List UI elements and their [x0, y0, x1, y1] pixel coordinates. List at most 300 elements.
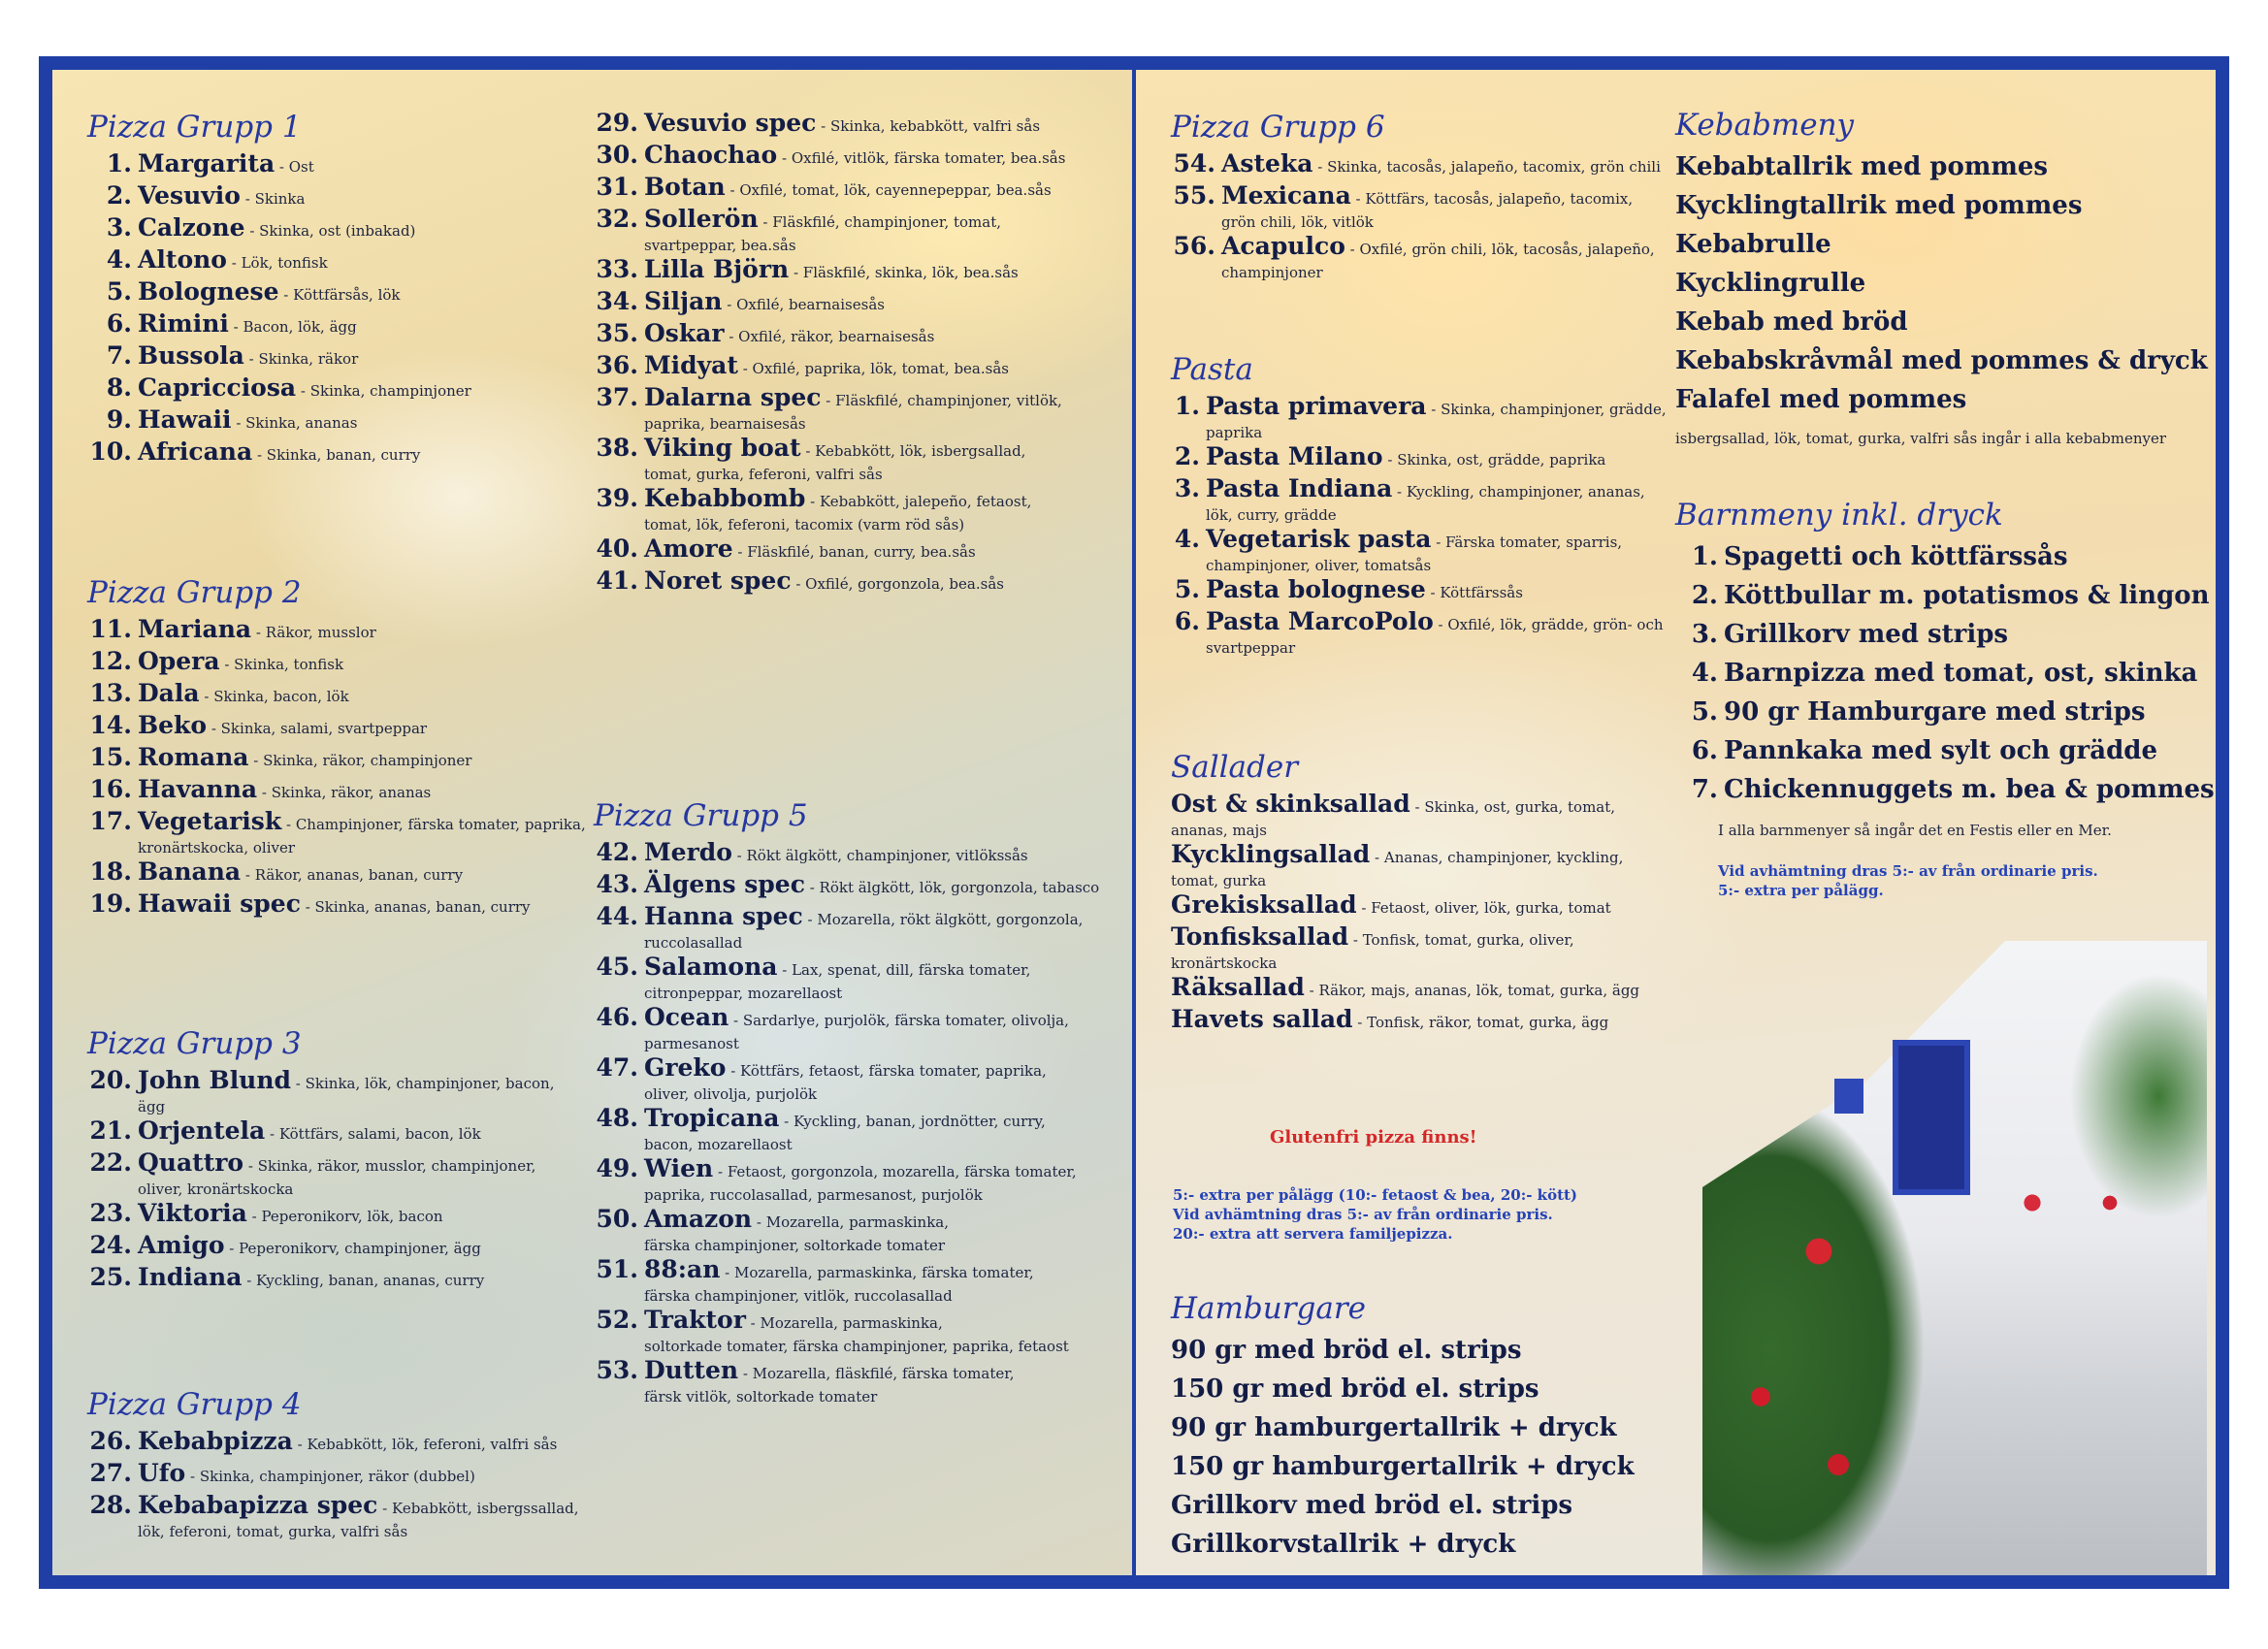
- item-name: Pasta bolognese: [1206, 575, 1426, 603]
- item-separator: -: [732, 543, 748, 561]
- item-name: Ost & skinksallad: [1171, 790, 1410, 818]
- menu-item: [594, 141, 1118, 173]
- item-description: Lax, spenat, dill, färska tomater,: [792, 961, 1031, 979]
- hamburgare: [1171, 1290, 1635, 1564]
- item-number: 16.: [89, 775, 132, 803]
- item-separator: -: [231, 414, 246, 432]
- item-separator: -: [199, 688, 214, 705]
- item-description: Skinka, ost, grädde, paprika: [1397, 451, 1606, 469]
- item-description-cont: bacon, mozarellaost: [644, 1136, 793, 1153]
- item-separator: -: [1370, 849, 1384, 866]
- menu-item: [594, 1003, 1118, 1053]
- item-description-cont: citronpeppar, mozarellaost: [644, 985, 843, 1002]
- item-description: Räkor, musslor: [265, 624, 376, 641]
- item-description: Köttfärssås: [1440, 584, 1523, 601]
- item-number: 40.: [596, 534, 638, 563]
- item-description-cont: kronärtskocka: [1171, 954, 1278, 972]
- item-description: Fläskfilé, champinjoner, tomat,: [772, 213, 1002, 231]
- menu-item: [87, 857, 611, 889]
- item-description: Färska tomater, sparris,: [1445, 534, 1623, 551]
- section-title: Hamburgare: [1171, 1291, 1367, 1326]
- item-separator: -: [737, 360, 753, 377]
- item-name: Tonfisksallad: [1171, 922, 1349, 951]
- item-number: 3.: [1174, 474, 1200, 502]
- menu-item: [1171, 790, 1656, 840]
- item-number: 24.: [89, 1231, 132, 1259]
- menu-item: [1675, 693, 2215, 731]
- menu-item: [87, 1231, 611, 1263]
- item-description: Lök, tonfisk: [241, 254, 328, 272]
- item-name: Barnpizza med tomat, ost, skinka: [1724, 659, 2198, 688]
- item-number: 5.: [106, 277, 132, 306]
- menu-item: [1171, 840, 1656, 890]
- item-number: 1.: [106, 149, 132, 178]
- item-description: Oxfilé, vitlök, färska tomater, bea.sås: [791, 149, 1066, 167]
- item-description-cont: färska champinjoner, soltorkade tomater: [644, 1237, 946, 1254]
- item-number: 6.: [1691, 736, 1718, 765]
- item-separator: -: [300, 898, 315, 916]
- item-separator: -: [713, 1163, 728, 1180]
- item-name: 90 gr Hamburgare med strips: [1724, 697, 2146, 727]
- item-number: 4.: [1174, 525, 1200, 553]
- item-separator: -: [1345, 241, 1360, 258]
- item-separator: -: [725, 181, 740, 199]
- item-description: Sardarlye, purjolök, färska tomater, olivolja,: [742, 1012, 1069, 1029]
- item-number: 2.: [1691, 581, 1718, 610]
- item-name: Pasta primavera: [1206, 392, 1427, 420]
- menu-item: [1171, 1005, 1656, 1037]
- menu-item: Kebabskråvmål med pommes & dryck: [1675, 346, 2208, 375]
- item-separator: -: [758, 213, 773, 231]
- item-description-cont: tomat, lök, feferoni, tacomix (varm röd sås): [644, 516, 965, 534]
- item-number: 2.: [1174, 442, 1200, 470]
- item-name: Älgens spec: [644, 870, 805, 898]
- item-name: Kebabbomb: [644, 484, 806, 512]
- item-separator: -: [278, 286, 294, 304]
- item-description: Peperonikorv, lök, bacon: [261, 1208, 443, 1225]
- item-description: Peperonikorv, champinjoner, ägg: [239, 1240, 481, 1257]
- menu-item: [594, 319, 1118, 351]
- pizza-grupp-6: [1171, 109, 1661, 282]
- section-title: Pizza Grupp 3: [87, 1026, 302, 1061]
- item-description-cont: färska champinjoner, vitlök, ruccolasallad: [644, 1287, 953, 1305]
- menu-item: [594, 534, 1118, 566]
- price-notes: [1173, 1185, 1577, 1244]
- sallader: [1171, 749, 1656, 1037]
- item-description: Champinjoner, färska tomater, paprika,: [295, 816, 586, 833]
- item-description: Oxfilé, lök, grädde, grön- och: [1447, 616, 1664, 633]
- menu-item: [594, 173, 1118, 205]
- item-description: Räkor, majs, ananas, lök, tomat, gurka, ägg: [1318, 982, 1640, 999]
- menu-item: Grillkorvstallrik + dryck: [1171, 1530, 1516, 1559]
- item-list: [594, 109, 1118, 598]
- item-name: Tropicana: [644, 1104, 780, 1132]
- item-number: 28.: [89, 1491, 132, 1519]
- item-number: 35.: [596, 319, 638, 347]
- item-number: 27.: [89, 1459, 132, 1487]
- item-description: Fläskfilé, skinka, lök, bea.sås: [802, 264, 1019, 281]
- item-separator: -: [1382, 451, 1398, 469]
- item-separator: -: [275, 158, 289, 176]
- item-name: Spagetti och köttfärssås: [1724, 542, 2068, 571]
- menu-item: [594, 255, 1118, 287]
- item-number: 47.: [596, 1053, 638, 1082]
- item-description-cont: tomat, gurka: [1171, 872, 1267, 889]
- item-name: Altono: [138, 245, 227, 274]
- item-separator: -: [377, 1500, 393, 1517]
- item-description-cont: tomat, gurka, feferoni, valfri sås: [644, 466, 883, 483]
- item-description: Tonfisk, räkor, tomat, gurka, ägg: [1367, 1014, 1609, 1031]
- item-separator: -: [226, 254, 242, 272]
- item-description: Kebabkött, lök, isbergsallad,: [815, 442, 1026, 460]
- menu-item: [1171, 575, 1656, 607]
- menu-item: [87, 405, 471, 437]
- item-name: Vesuvio: [138, 181, 241, 210]
- menu-item: [87, 807, 611, 857]
- item-list: [594, 838, 1118, 1406]
- item-name: 88:an: [644, 1255, 721, 1283]
- menu-item: [87, 1427, 611, 1459]
- item-name: Ocean: [644, 1003, 729, 1031]
- item-separator: -: [242, 1272, 257, 1289]
- item-separator: -: [816, 117, 830, 135]
- menu-item: [87, 889, 611, 922]
- item-name: Capricciosa: [138, 373, 297, 402]
- item-name: Margarita: [138, 149, 275, 178]
- item-name: John Blund: [138, 1066, 292, 1094]
- item-name: Lilla Björn: [644, 255, 790, 283]
- menu-item: [594, 1104, 1118, 1154]
- item-name: Merdo: [644, 838, 732, 866]
- item-number: 17.: [89, 807, 132, 835]
- item-name: Kycklingsallad: [1171, 840, 1371, 868]
- section-title: Kebabmeny: [1675, 108, 1855, 143]
- item-name: Beko: [138, 711, 208, 739]
- item-separator: -: [265, 1125, 279, 1143]
- item-name: Hawaii: [138, 405, 232, 434]
- item-name: Noret spec: [644, 566, 792, 595]
- menu-item: [594, 566, 1118, 598]
- item-separator: -: [185, 1468, 200, 1485]
- item-number: 13.: [89, 679, 132, 707]
- item-number: 37.: [596, 383, 638, 411]
- menu-item: [1171, 149, 1661, 181]
- item-number: 39.: [596, 484, 638, 512]
- item-description: Skinka, ananas, banan, curry: [314, 898, 531, 916]
- menu-item: [594, 838, 1118, 870]
- item-number: 15.: [89, 743, 132, 771]
- menu-item: [87, 1263, 611, 1295]
- item-number: 38.: [596, 434, 638, 462]
- item-separator: -: [805, 493, 820, 510]
- price-note: 5:- extra per pålägg (10:- fetaost & bea, 20:- kött): [1173, 1186, 1578, 1204]
- item-description: Fetaost, oliver, lök, gurka, tomat: [1371, 899, 1611, 917]
- item-name: Africana: [138, 437, 253, 466]
- item-description: Skinka, tonfisk: [234, 656, 344, 673]
- section-title: Pizza Grupp 2: [87, 575, 302, 610]
- price-note: Vid avhämtning dras 5:- av från ordinarie pris.: [1173, 1206, 1553, 1223]
- item-separator: -: [244, 222, 260, 240]
- item-separator: -: [729, 1012, 743, 1029]
- menu-item: [1675, 615, 2215, 654]
- menu-item: [594, 205, 1118, 255]
- item-separator: -: [219, 656, 235, 673]
- item-number: 50.: [596, 1205, 638, 1233]
- item-description: Rökt älgkött, lök, gorgonzola, tabasco: [819, 879, 1100, 896]
- item-number: 41.: [596, 566, 638, 595]
- item-separator: -: [1350, 190, 1366, 208]
- item-number: 23.: [89, 1199, 132, 1227]
- item-number: 14.: [89, 711, 132, 739]
- menu-item: [1171, 181, 1656, 232]
- item-description-cont: lök, feferoni, tomat, gurka, valfri sås: [138, 1523, 408, 1540]
- item-description-cont: svartpeppar: [1206, 639, 1296, 657]
- item-name: Hawaii spec: [138, 889, 301, 918]
- item-name: Asteka: [1221, 149, 1313, 178]
- item-description: Skinka, ost (inbakad): [259, 222, 416, 240]
- barnmeny: [1675, 497, 2215, 900]
- item-name: Chickennuggets m. bea & pommes: [1724, 775, 2215, 804]
- item-description: Skinka, bacon, lök: [213, 688, 349, 705]
- item-separator: -: [296, 382, 310, 400]
- menu-item: [1171, 392, 1667, 442]
- item-number: 18.: [89, 857, 132, 886]
- item-description: Mozarella, rökt älgkött, gorgonzola,: [817, 911, 1084, 928]
- section-title: Pizza Grupp 5: [594, 798, 808, 833]
- item-description: Skinka, kebabkött, valfri sås: [829, 117, 1041, 135]
- menu-item: [594, 1053, 1118, 1104]
- item-separator: -: [257, 784, 272, 801]
- item-number: 12.: [89, 647, 132, 675]
- item-name: Vegetarisk pasta: [1206, 525, 1432, 553]
- menu-item: [87, 373, 471, 405]
- item-name: Traktor: [644, 1306, 746, 1334]
- item-description-cont: champinjoner, oliver, tomatsås: [1206, 557, 1432, 574]
- item-description: Skinka, champinjoner: [309, 382, 471, 400]
- menu-item: [1675, 576, 2215, 615]
- menu-item: Kebab med bröd: [1675, 307, 1908, 337]
- section-title: Pizza Grupp 6: [1171, 110, 1385, 145]
- item-name: Orjentela: [138, 1116, 266, 1145]
- pasta: [1171, 351, 1667, 658]
- item-separator: -: [1426, 401, 1442, 418]
- item-number: 32.: [596, 205, 638, 233]
- item-name: Ufo: [138, 1459, 186, 1487]
- menu-item: [594, 870, 1118, 902]
- item-list: [87, 615, 611, 922]
- menu-item: [1675, 770, 2215, 809]
- pizza-grupp-2: [87, 574, 611, 922]
- item-separator: -: [281, 816, 296, 833]
- item-separator: -: [1392, 483, 1407, 501]
- menu-item: [594, 484, 1118, 534]
- section-title: Pasta: [1171, 352, 1253, 387]
- menu-item: [1675, 654, 2215, 693]
- menu-item: [87, 341, 471, 373]
- item-description: Kebabkött, jalepeño, fetaost,: [819, 493, 1032, 510]
- item-name: Chaochao: [644, 141, 778, 169]
- item-separator: -: [240, 190, 255, 208]
- item-number: 1.: [1174, 392, 1200, 420]
- item-name: Greko: [644, 1053, 727, 1082]
- item-number: 25.: [89, 1263, 132, 1291]
- item-number: 56.: [1173, 232, 1215, 260]
- menu-item: [1171, 607, 1664, 658]
- item-separator: -: [1431, 534, 1446, 551]
- menu-item: [594, 953, 1118, 1003]
- item-description-cont: lök, curry, grädde: [1206, 506, 1337, 524]
- item-name: Sollerön: [644, 205, 759, 233]
- menu-item: [594, 1154, 1118, 1205]
- item-number: 48.: [596, 1104, 638, 1132]
- item-separator: -: [207, 720, 221, 737]
- item-list: [1171, 790, 1656, 1037]
- item-name: Viktoria: [138, 1199, 247, 1227]
- item-name: Siljan: [644, 287, 723, 315]
- menu-item: [87, 1116, 611, 1148]
- item-number: 10.: [89, 437, 132, 466]
- item-list: [87, 1427, 611, 1541]
- item-description-cont: kronärtskocka, oliver: [138, 839, 296, 857]
- price-note: 5:- extra per pålägg.: [1718, 882, 1884, 899]
- item-number: 21.: [89, 1116, 132, 1145]
- item-description-cont: parmesanost: [644, 1035, 739, 1052]
- menu-item: [87, 181, 471, 213]
- menu-item: [594, 902, 1118, 953]
- item-description: Fläskfilé, champinjoner, vitlök,: [835, 392, 1062, 409]
- item-number: 46.: [596, 1003, 638, 1031]
- menu-item: [594, 109, 1118, 141]
- item-number: 49.: [596, 1154, 638, 1182]
- menu-item: 90 gr med bröd el. strips: [1171, 1336, 1522, 1365]
- item-description-cont: ananas, majs: [1171, 822, 1267, 839]
- item-separator: -: [791, 575, 806, 593]
- item-number: 42.: [596, 838, 638, 866]
- pizza-grupp-5: [594, 797, 1118, 1406]
- item-number: 3.: [1691, 620, 1718, 649]
- item-number: 6.: [1174, 607, 1200, 635]
- item-name: Pannkaka med sylt och grädde: [1724, 736, 2158, 765]
- menu-item: [87, 743, 611, 775]
- item-name: Calzone: [138, 213, 245, 242]
- item-number: 7.: [1691, 775, 1718, 804]
- item-name: Oskar: [644, 319, 725, 347]
- menu-item: [87, 149, 471, 181]
- item-description: Köttfärsås, lök: [293, 286, 401, 304]
- pizza-grupp-4-cont: [594, 109, 1118, 598]
- item-name: Amore: [644, 534, 733, 563]
- item-separator: -: [292, 1436, 308, 1453]
- item-description-cont: paprika: [1206, 424, 1263, 441]
- item-name: Hanna spec: [644, 902, 803, 930]
- menu-item: [87, 775, 611, 807]
- item-description: Skinka, räkor: [258, 350, 359, 368]
- item-number: 8.: [106, 373, 132, 402]
- menu-item: [87, 245, 471, 277]
- menu-item: [1171, 922, 1656, 973]
- pizza-grupp-1: [87, 109, 471, 469]
- menu-item: [1171, 474, 1656, 525]
- menu-item: Falafel med pommes: [1675, 385, 1967, 414]
- menu-item: [1675, 537, 2215, 576]
- item-name: Köttbullar m. potatismos & lingon: [1724, 581, 2210, 610]
- item-description-cont: paprika, bearnaisesås: [644, 415, 806, 433]
- menu-item: [1171, 525, 1656, 575]
- item-number: 19.: [89, 889, 132, 918]
- menu-item: Kebabtallrik med pommes: [1675, 152, 2049, 181]
- menu-item: [594, 1306, 1118, 1356]
- item-name: Bussola: [138, 341, 244, 370]
- item-number: 29.: [596, 109, 638, 137]
- item-description-cont: färsk vitlök, soltorkade tomater: [644, 1388, 878, 1406]
- item-separator: -: [1348, 931, 1363, 949]
- item-separator: -: [720, 1264, 735, 1281]
- item-separator: -: [804, 879, 820, 896]
- menu-item: Grillkorv med bröd el. strips: [1171, 1491, 1573, 1520]
- item-number: 9.: [106, 405, 132, 434]
- menu-item: [594, 351, 1118, 383]
- item-name: Mariana: [138, 615, 252, 643]
- item-name: Havets sallad: [1171, 1005, 1353, 1033]
- item-name: Salamona: [644, 953, 778, 981]
- item-description: Köttfärs, tacosås, jalapeño, tacomix,: [1365, 190, 1634, 208]
- kebabmeny: [1675, 107, 2208, 448]
- section-title: Sallader: [1171, 750, 1299, 785]
- price-note: Vid avhämtning dras 5:- av från ordinarie pris.: [1718, 862, 2098, 880]
- item-separator: -: [752, 1213, 766, 1231]
- item-description: Oxfilé, paprika, lök, tomat, bea.sås: [752, 360, 1009, 377]
- menu-item: [87, 1066, 611, 1116]
- item-number: 55.: [1173, 181, 1215, 210]
- item-name: Vegetarisk: [138, 807, 282, 835]
- item-description: Mozarella, parmaskinka,: [760, 1314, 943, 1332]
- item-separator: -: [726, 1062, 741, 1080]
- item-number: 33.: [596, 255, 638, 283]
- menu-item: [1171, 442, 1656, 474]
- item-description: Skinka, lök, champinjoner, bacon,: [305, 1075, 555, 1092]
- item-name: Dala: [138, 679, 200, 707]
- menu-item: [87, 213, 471, 245]
- menu-item: 150 gr hamburgertallrik + dryck: [1171, 1452, 1635, 1481]
- item-name: Wien: [644, 1154, 714, 1182]
- item-separator: -: [1425, 584, 1441, 601]
- item-number: 4.: [1691, 659, 1718, 688]
- item-description-cont: soltorkade tomater, färska champinjoner, paprika, fetaost: [644, 1338, 1069, 1355]
- item-description-cont: paprika, ruccolasallad, parmesanost, purjolök: [644, 1186, 983, 1204]
- item-description: Skinka, ost, gurka, tomat,: [1424, 798, 1616, 816]
- item-description: Mozarella, fläskfilé, färska tomater,: [752, 1365, 1015, 1382]
- item-description: Oxfilé, grön chili, lök, tacosås, jalapeño,: [1359, 241, 1655, 258]
- menu-item: 90 gr hamburgertallrik + dryck: [1171, 1413, 1617, 1442]
- item-separator: -: [243, 1157, 258, 1175]
- menu-item: [87, 437, 471, 469]
- item-description: Kyckling, banan, jordnötter, curry,: [794, 1113, 1046, 1130]
- item-number: 3.: [106, 213, 132, 242]
- barn-note: I alla barnmenyer så ingår det en Festis eller en Mer.: [1718, 822, 2112, 839]
- item-number: 54.: [1173, 149, 1215, 178]
- item-name: Midyat: [644, 351, 738, 379]
- item-description: Fetaost, gorgonzola, mozarella, färska tomater,: [727, 1163, 1077, 1180]
- menu-item: [87, 647, 611, 679]
- item-name: Botan: [644, 173, 726, 201]
- item-description: Ost: [288, 158, 314, 176]
- menu-item: [87, 1491, 611, 1541]
- pizza-grupp-4: [87, 1386, 611, 1541]
- item-separator: -: [777, 961, 793, 979]
- item-description: Skinka, räkor, musslor, champinjoner,: [257, 1157, 536, 1175]
- menu-item: [87, 615, 611, 647]
- item-separator: -: [738, 1365, 753, 1382]
